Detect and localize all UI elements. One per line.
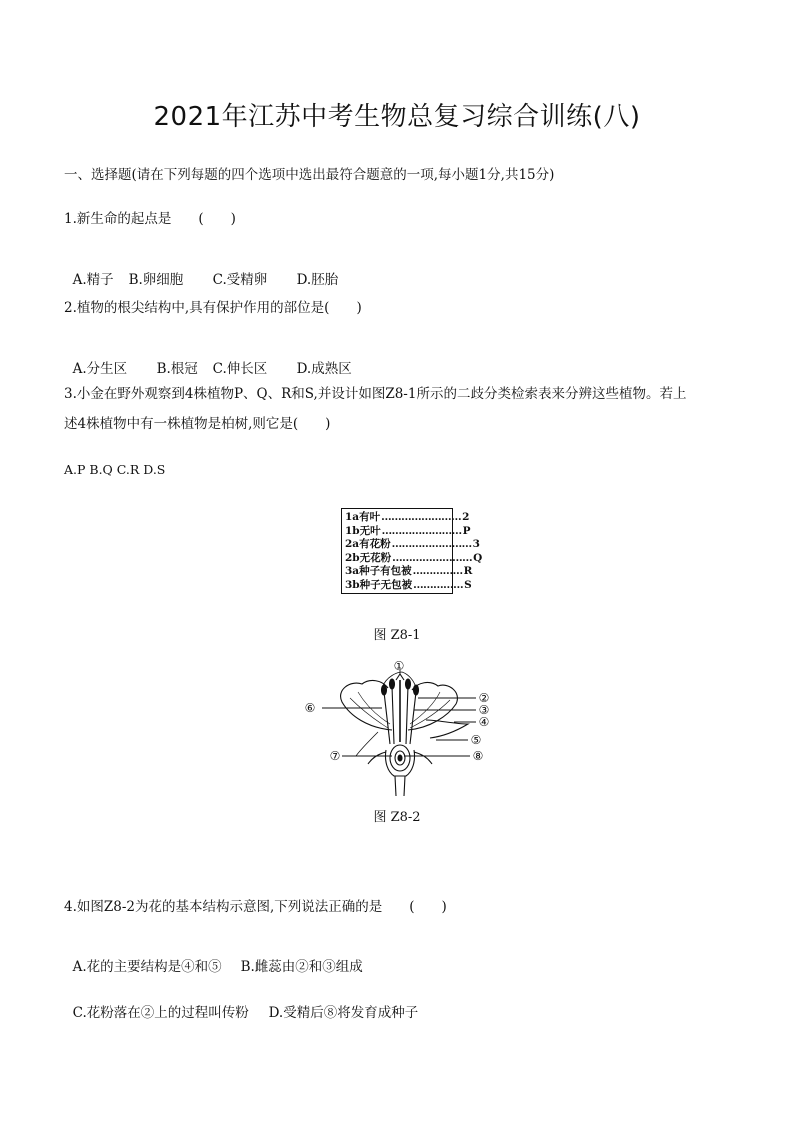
label-1: ① — [393, 659, 405, 673]
question-4-options-cd — [64, 985, 418, 1021]
question-3-options: A.P B.Q C.R D.S — [64, 462, 166, 477]
section-heading: 一、选择题(请在下列每题的四个选项中选出最符合题意的一项,每小题1分,共15分) — [64, 167, 555, 183]
flower-structure-figure — [298, 658, 498, 798]
option-c: C.花粉落在②上的过程叫传粉 — [72, 1005, 249, 1021]
option-d: D.受精后⑧将发育成种子 — [268, 1005, 419, 1021]
label-3: ③ — [478, 703, 490, 717]
question-1-stem: 1.新生命的起点是 ( ) — [64, 211, 236, 227]
option-d: D.胚胎 — [296, 272, 339, 288]
question-1-options — [64, 252, 338, 288]
question-3-stem-line-2: 述4株植物中有一株植物是柏树,则它是( ) — [64, 416, 331, 432]
question-2-stem: 2.植物的根尖结构中,具有保护作用的部位是( ) — [64, 300, 362, 316]
key-row: 2a有花粉 …………………… 3 — [345, 538, 480, 550]
option-a: A.精子 — [72, 272, 114, 288]
question-4-options-ab — [64, 939, 363, 975]
option-c: C.伸长区 — [212, 361, 268, 377]
label-7: ⑦ — [329, 749, 341, 763]
label-2: ② — [478, 691, 490, 705]
question-2-options — [64, 341, 352, 377]
figure-2-caption: 图 Z8-2 — [373, 810, 421, 825]
option-b: B.根冠 — [156, 361, 198, 377]
label-8: ⑧ — [472, 749, 484, 763]
key-row: 1b无叶 …………………… P — [345, 524, 471, 537]
key-row: 3a种子有包被 …………… R — [345, 565, 473, 577]
option-d: D.成熟区 — [296, 361, 352, 377]
question-3-stem — [64, 379, 732, 439]
page-title: 2021年江苏中考生物总复习综合训练(八) — [153, 102, 641, 132]
label-5: ⑤ — [470, 733, 482, 747]
option-a: A.花的主要结构是④和⑤ — [72, 959, 222, 975]
option-a: A.分生区 — [72, 361, 128, 377]
key-row: 1a有叶 …………………… 2 — [345, 511, 470, 523]
question-4-stem: 4.如图Z8-2为花的基本结构示意图,下列说法正确的是 ( ) — [64, 899, 447, 915]
option-c: C.受精卵 — [212, 272, 268, 288]
figure-1-caption: 图 Z8-1 — [373, 628, 421, 643]
label-6: ⑥ — [304, 701, 316, 715]
dichotomous-key-figure — [341, 508, 483, 594]
key-row: 3b种子无包被 …………… S — [345, 578, 472, 591]
key-row: 2b无花粉 …………………… Q — [345, 551, 483, 564]
option-b: B.卵细胞 — [128, 272, 184, 288]
label-4: ④ — [478, 715, 490, 729]
question-3-stem-line-1: 3.小金在野外观察到4株植物P、Q、R和S,并设计如图Z8-1所示的二歧分类检索表来分辨这些植物。若上 — [64, 386, 687, 402]
option-b: B.雌蕊由②和③组成 — [240, 959, 363, 975]
